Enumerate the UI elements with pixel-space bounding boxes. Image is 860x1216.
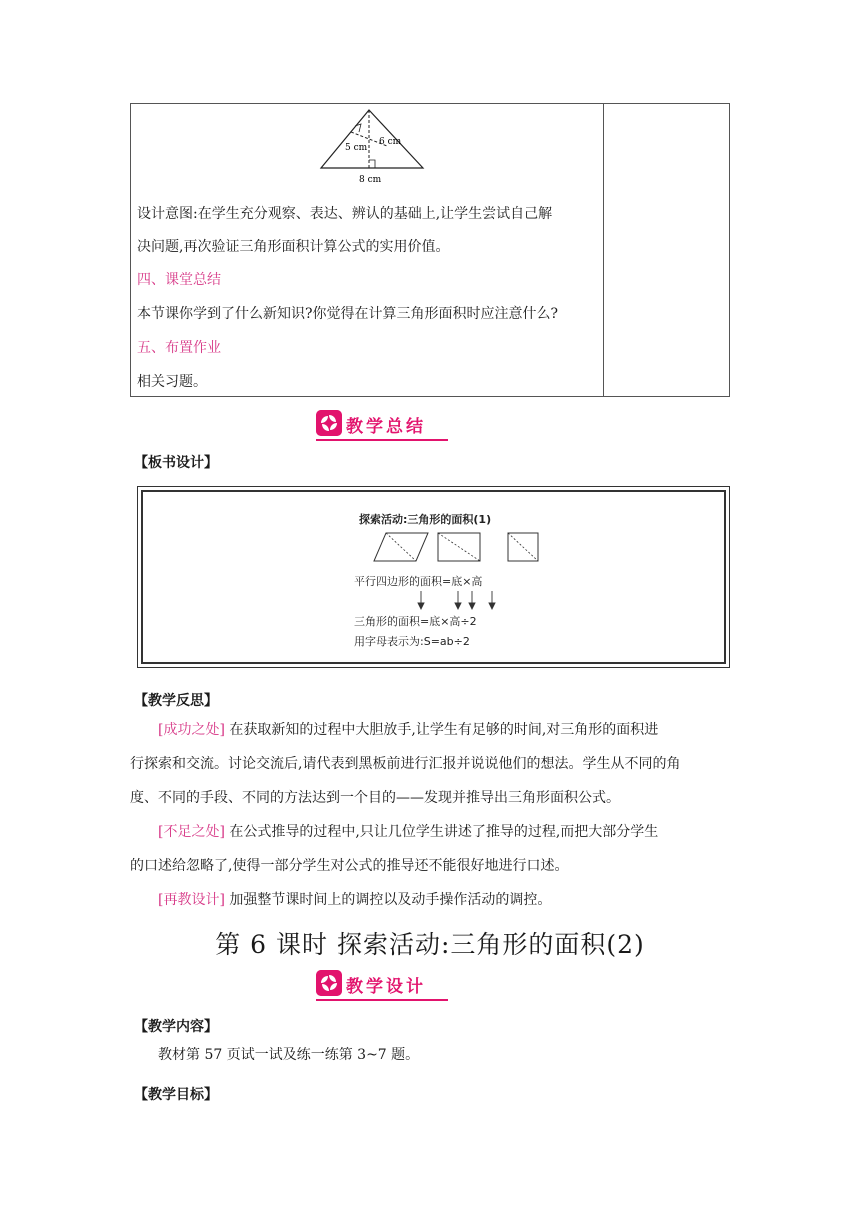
table-column-divider [603,104,604,396]
figure-side-label: 5 cm [345,143,368,153]
section-4-text: 本节课你学到了什么新知识?你觉得在计算三角形面积时应注意什么? [137,306,559,322]
success-text-1: 在获取新知的过程中大胆放手,让学生有足够的时间,对三角形的面积进 [229,722,659,738]
weak-tag: [不足之处] [158,824,225,840]
board-shapes [364,531,554,565]
design-banner [316,970,450,998]
summary-banner [316,410,450,438]
board-formula-parallelogram: 平行四边形的面积=底×高 [354,575,483,588]
section-4-heading: 四、课堂总结 [137,272,221,288]
section-5-text: 相关习题。 [137,374,207,390]
section-5-heading: 五、布置作业 [137,340,221,356]
figure-height-label: 6 cm [379,137,402,147]
board-design-label: 【板书设计】 [134,455,218,471]
design-banner-title: 教学设计 [346,977,426,997]
flower-logo-icon [316,410,342,436]
rectangle-shape [438,533,480,561]
summary-banner-title: 教学总结 [346,417,426,437]
summary-banner-underline [316,439,448,441]
goals-label: 【教学目标】 [134,1087,218,1103]
design-banner-underline [316,999,448,1001]
redesign-text: 加强整节课时间上的调控以及动手操作活动的调控。 [229,892,552,908]
board-arrows [354,589,514,611]
board-design-box [137,486,730,668]
weak-text-1: 在公式推导的过程中,只让几位学生讲述了推导的过程,而把大部分学生 [229,824,659,840]
design-intent-line-1: 设计意图:在学生充分观察、表达、辨认的基础上,让学生尝试自己解 [137,206,553,222]
success-tag: [成功之处] [158,722,225,738]
board-formula-letters: 用字母表示为:S=ab÷2 [354,635,470,648]
reflection-success-line-2: 行探索和交流。讨论交流后,请代表到黑板前进行汇报并说说他们的想法。学生从不同的角 [130,756,681,772]
figure-base-label: 8 cm [359,175,382,185]
reflection-redesign-line [130,883,730,917]
redesign-tag: [再教设计] [158,892,225,908]
lesson-title: 第 6 课时 探索活动:三角形的面积(2) [215,930,645,959]
square-shape [508,533,538,561]
triangle-figure [317,104,427,186]
content-text: 教材第 57 页试一试及练一练第 3~7 题。 [158,1047,420,1063]
flower-logo-icon [316,970,342,996]
board-formula-triangle: 三角形的面积=底×高÷2 [354,615,477,628]
board-title: 探索活动:三角形的面积(1) [359,513,492,526]
reflection-success-line-3: 度、不同的手段、不同的方法达到一个目的——发现并推导出三角形面积公式。 [130,790,620,806]
reflection-weak-line-1 [130,815,730,849]
design-intent-line-2: 决问题,再次验证三角形面积计算公式的实用价值。 [137,239,450,255]
content-label: 【教学内容】 [134,1019,218,1035]
reflection-success-line-1 [130,713,730,747]
parallelogram-shape [374,533,428,561]
reflection-label: 【教学反思】 [134,693,218,709]
reflection-weak-line-2: 的口述给忽略了,使得一部分学生对公式的推导还不能很好地进行口述。 [130,858,569,874]
